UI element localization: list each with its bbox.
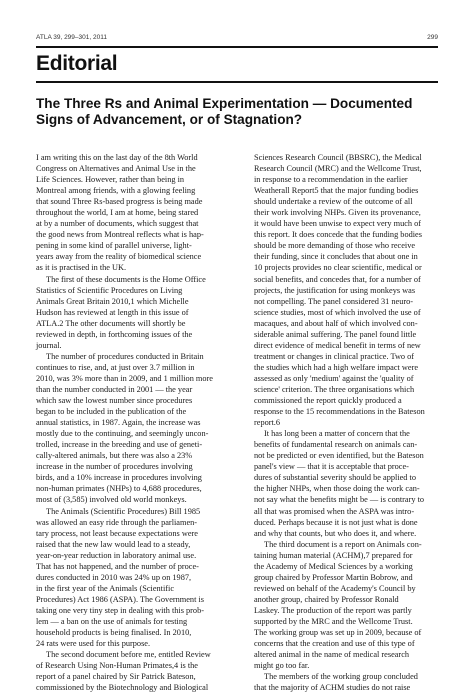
text-line: duced. Perhaps because it is not just what is done <box>254 517 418 527</box>
text-line: 2010, was 3% more than in 2009, and 1 million more <box>36 373 213 383</box>
text-line: taining human material (ACHM),7 prepared for <box>254 550 413 560</box>
text-line: years away from the reality of biomedical science <box>36 252 202 262</box>
text-line: their funding, since it concludes that about one in <box>254 252 418 262</box>
text-line: at by a number of documents, which suggest that <box>36 219 199 229</box>
text-line: pening in some kind of parallel universe, light- <box>36 241 192 251</box>
text-line: treatment or changes in clinical practice. Two of <box>254 351 415 361</box>
text-line: not compelling. The panel considered 31 neuro- <box>254 296 414 306</box>
text-line: than the number conducted in 2001 — the year <box>36 384 193 394</box>
text-line: Procedures) Act 1986 (ASPA). The Government is <box>36 594 204 604</box>
text-line: lem — a ban on the use of animals for testing <box>36 616 188 626</box>
text-line: The third document is a report on Animals con- <box>264 539 422 549</box>
text-line: not be predicted or even identified, but the Bateson <box>254 451 424 461</box>
text-line: response to the 15 recommendations in the Bateson <box>254 407 425 417</box>
text-line: and why that counts, but who does it, and where. <box>254 528 417 538</box>
text-line: The second document before me, entitled Review <box>46 650 211 660</box>
text-line: all that was promised when the ASPA was intro- <box>254 506 415 516</box>
section-rule <box>36 81 438 83</box>
text-line: increase in the number of procedures involving <box>36 462 193 472</box>
text-line: might go too far. <box>254 661 310 671</box>
text-line: Laskey. The production of the report was partly <box>254 605 412 615</box>
title-line: Signs of Advancement, or of Stagnation? <box>36 112 303 127</box>
text-line: The working group was set up in 2009, because of <box>254 628 422 638</box>
text-line: 10 projects provides no clear scientific, medical or <box>254 263 422 273</box>
text-line: which saw the lowest number since procedures <box>36 396 193 406</box>
text-line: benefits of fundamental research on animals can- <box>254 440 418 450</box>
text-line: throughout the world, I am at home, being stared <box>36 208 199 218</box>
text-line: Weatherall Report5 that the major funding bodies <box>254 186 419 196</box>
text-line: The members of the working group concluded <box>264 672 418 682</box>
text-line: concerns that the creation and use of this type of <box>254 639 415 649</box>
text-line: household products is being finalised. In 2010, <box>36 628 192 638</box>
left-column <box>36 152 232 693</box>
text-line: the Academy of Medical Sciences by a working <box>254 561 413 571</box>
text-line: of Research Using Non-Human Primates,4 is the <box>36 661 198 671</box>
article-title <box>36 96 438 128</box>
text-line: Research Council (MRC) and the Wellcome Trust, <box>254 164 422 174</box>
text-line: It has long been a matter of concern that the <box>264 429 410 439</box>
text-line: journal. <box>36 340 62 350</box>
text-line: should be more demanding of those who receive <box>254 241 416 251</box>
text-line: mostly due to the continuing, and seemingly uncon- <box>36 429 209 439</box>
text-line: it would have been unwise to expect very much of <box>254 219 422 229</box>
text-line: cally-altered animals, but there was also a 23% <box>36 451 193 461</box>
text-line: as it is practised in the UK. <box>36 263 127 273</box>
text-line: birds, and a 10% increase in procedures involving <box>36 473 202 483</box>
text-line: assessed as only 'medium' against the 'quality of <box>254 373 414 383</box>
text-line: continues to rise, and, at just over 3.7 million in <box>36 362 195 372</box>
running-head <box>36 34 438 44</box>
title-line: The Three Rs and Animal Experimentation — Documented <box>36 96 413 111</box>
text-line: science studies, most of which involved the use of <box>254 307 421 317</box>
text-line: group chaired by Professor Martin Bobrow, and <box>254 572 413 582</box>
text-line: projects, the justification for using monkeys was <box>254 285 416 295</box>
text-line: was allowed an easy ride through the parliamen- <box>36 517 198 527</box>
text-line: The Animals (Scientific Procedures) Bill 1985 <box>46 506 201 516</box>
text-line: dures of substantial severity should be applied to <box>254 473 416 483</box>
text-line: Congress on Alternatives and Animal Use in the <box>36 164 196 174</box>
text-line: in response to a recommendation in the earlier <box>254 175 408 185</box>
text-line: year-on-year reduction in laboratory animal use. <box>36 550 197 560</box>
text-line: most of (3,585) involved old world monkeys. <box>36 495 187 505</box>
text-line: report of a panel chaired by Sir Patrick Bateson, <box>36 672 196 682</box>
text-line: Montreal among friends, with a glowing feeling <box>36 186 196 196</box>
text-line: commissioned by the Biotechnology and Biological <box>36 683 209 693</box>
text-line: Life Sciences. However, rather than being in <box>36 175 185 185</box>
text-line: this report. It does concede that the funding bodies <box>254 230 422 240</box>
text-line: Statistics of Scientific Procedures on Living <box>36 285 183 295</box>
text-line: The number of procedures conducted in Britain <box>46 351 204 361</box>
text-line: direct evidence of medical benefit in terms of new <box>254 340 421 350</box>
text-line: began to be included in the publication of the <box>36 407 187 417</box>
text-line: another group, chaired by Professor Ronald <box>254 594 399 604</box>
text-line: social benefits, and concedes that, for a number of <box>254 274 421 284</box>
top-rule <box>36 46 438 48</box>
text-line: altered animal in the name of medical research <box>254 650 410 660</box>
text-line: dures conducted in 2010 was 24% up on 1987, <box>36 572 192 582</box>
text-line: not say what the benefits might be — is contrary to <box>254 495 425 505</box>
text-line: annual statistics, in 1987. Again, the increase was <box>36 418 201 428</box>
journal-citation: ATLA 39, 299–301, 2011 <box>36 34 107 41</box>
section-label: Editorial <box>36 52 118 75</box>
text-line: the studies which had a high welfare impact were <box>254 362 419 372</box>
text-line: reviewed in depth, in forthcoming issues of the <box>36 329 193 339</box>
text-line: report.6 <box>254 418 281 428</box>
text-line: Sciences Research Council (BBSRC), the Medical <box>254 153 422 162</box>
text-line: the good news from Montreal reflects what is hap- <box>36 230 204 240</box>
text-line: non-human primates (NHPs) to 4,688 procedures, <box>36 484 202 494</box>
text-line: supported by the MRC and the Wellcome Trust. <box>254 616 413 626</box>
text-line: that the majority of ACHM studies do not raise <box>254 683 411 693</box>
text-line: in the first year of the Animals (Scientific <box>36 583 175 593</box>
text-line: science' criterion. The three organisations which <box>254 384 415 394</box>
text-line: that sound Three Rs-based progress is being made <box>36 197 203 207</box>
text-line: 24 rats were used for this purpose. <box>36 639 151 649</box>
right-column <box>254 152 450 693</box>
text-line: trolled, increase in the breeding and use of geneti- <box>36 440 203 450</box>
text-line: the higher NHPs, when those doing the work can- <box>254 484 420 494</box>
text-line: Animals Great Britain 2010,1 which Michelle <box>36 296 189 306</box>
text-line: The first of these documents is the Home Office <box>46 274 206 284</box>
text-line: tary process, not least because expectations were <box>36 528 198 538</box>
text-line: ATLA.2 The other documents will shortly be <box>36 318 186 328</box>
text-line: commissioned the report quickly produced a <box>254 396 402 406</box>
text-line: their work involving NHPs. Given its provenance, <box>254 208 421 218</box>
page-number: 299 <box>427 34 438 41</box>
text-line: taking one very tiny step in dealing with this prob- <box>36 605 204 615</box>
text-line: siderable animal suffering. The panel found little <box>254 329 417 339</box>
text-line: raised that the new law would lead to a steady, <box>36 539 191 549</box>
text-line: macaques, and about half of which involved con- <box>254 318 418 328</box>
text-line: Hudson has reviewed at length in this issue of <box>36 307 189 317</box>
text-line: I am writing this on the last day of the 8th World <box>36 153 198 162</box>
text-line: should undertake a review of the outcome of all <box>254 197 413 207</box>
text-line: panel's view — that it is acceptable that proce- <box>254 462 409 472</box>
text-line: That has not happened, and the number of proce- <box>36 561 199 571</box>
text-line: reviewed on behalf of the Academy's Council by <box>254 583 416 593</box>
